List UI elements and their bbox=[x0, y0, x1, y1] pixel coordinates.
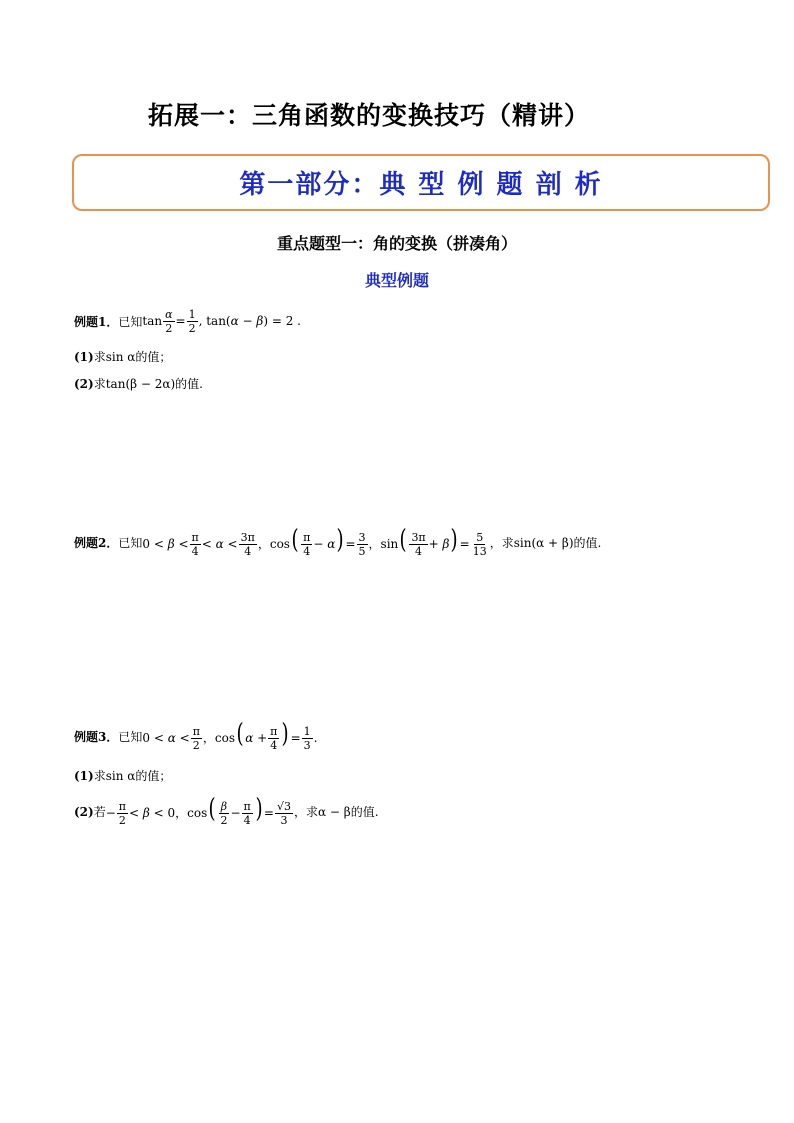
example-3-part-1-expr: sin α bbox=[105, 768, 136, 783]
example-1-given-math: tan $\frac{\alpha}{2}$ = $\frac{1}{2}$ , tan(α − β) = 2 . bbox=[142, 308, 301, 335]
example-3-intro: 已知 bbox=[118, 730, 143, 744]
example-3-label: 例题3． bbox=[74, 730, 119, 744]
example-3-part-1: (1) 求 sin α 的值； bbox=[74, 768, 172, 783]
examples-heading: 典型例题 bbox=[364, 271, 429, 290]
topic-heading: 重点题型一：角的变换（拼凑角） bbox=[276, 234, 517, 253]
example-1-statement bbox=[74, 308, 301, 335]
example-3-part-2-expr: α − β bbox=[317, 804, 351, 819]
example-1-intro: 已知 bbox=[118, 315, 143, 329]
example-2-given-math: 0 < β < $\frac{\pi}{4}$ < α < $\frac{3\pi}{4}$ ，cos( $\frac{\pi}{4}$ − α) = $\frac{3}{5}$ ，sin( $\frac{3\pi}{4}$ + β) = $\frac{5}{13}$ bbox=[142, 525, 487, 558]
example-1-label: 例题1． bbox=[74, 315, 119, 329]
example-1-part-2: (2) 求 tan(β − 2α) 的值. bbox=[74, 376, 203, 391]
example-1-part-2-expr: tan(β − 2α) bbox=[105, 376, 176, 391]
example-3-statement bbox=[74, 721, 317, 752]
example-2-statement: 例题2． 已知 0 < β < $\frac{\pi}{4}$ < α < $\frac{3\pi}{4}$ ，cos( $\frac{\pi}{4}$ − α) = $\frac{3}{5}$ ，sin( $\frac{3\pi}{4}$ + β) = $\frac{5}{13}$ ，求 sin(α + β) 的值. bbox=[74, 525, 602, 558]
section-banner bbox=[72, 154, 770, 211]
example-2-intro: 已知 bbox=[118, 536, 143, 550]
page-title: 拓展一：三角函数的变换技巧（精讲） bbox=[148, 101, 591, 130]
example-3-given-math: 0 < α < $\frac{\pi}{2}$ ，cos( α + $\frac{\pi}{4}$ ) = $\frac{1}{3}$ . bbox=[142, 719, 318, 752]
example-2-target: sin(α + β) bbox=[513, 535, 574, 550]
example-3-part-2-math: − $\frac{\pi}{2}$ < β < 0，cos( $\frac{\beta}{2}$ − $\frac{\pi}{4}$ ) = $\frac{√3}{3}$ bbox=[105, 794, 291, 827]
example-1-part-1-expr: sin α bbox=[105, 349, 136, 364]
example-1-part-1: (1) 求 sin α 的值； bbox=[74, 349, 172, 364]
example-2-label: 例题2． bbox=[74, 536, 119, 550]
example-3-part-2: (2) 若 − $\frac{\pi}{2}$ < β < 0，cos( $\frac{\beta}{2}$ − $\frac{\pi}{4}$ ) = $\frac{√3}{3}$ ，求 α − β 的值. bbox=[74, 794, 379, 827]
section-title: 第一部分：典 型 例 题 剖 析 bbox=[239, 170, 603, 200]
